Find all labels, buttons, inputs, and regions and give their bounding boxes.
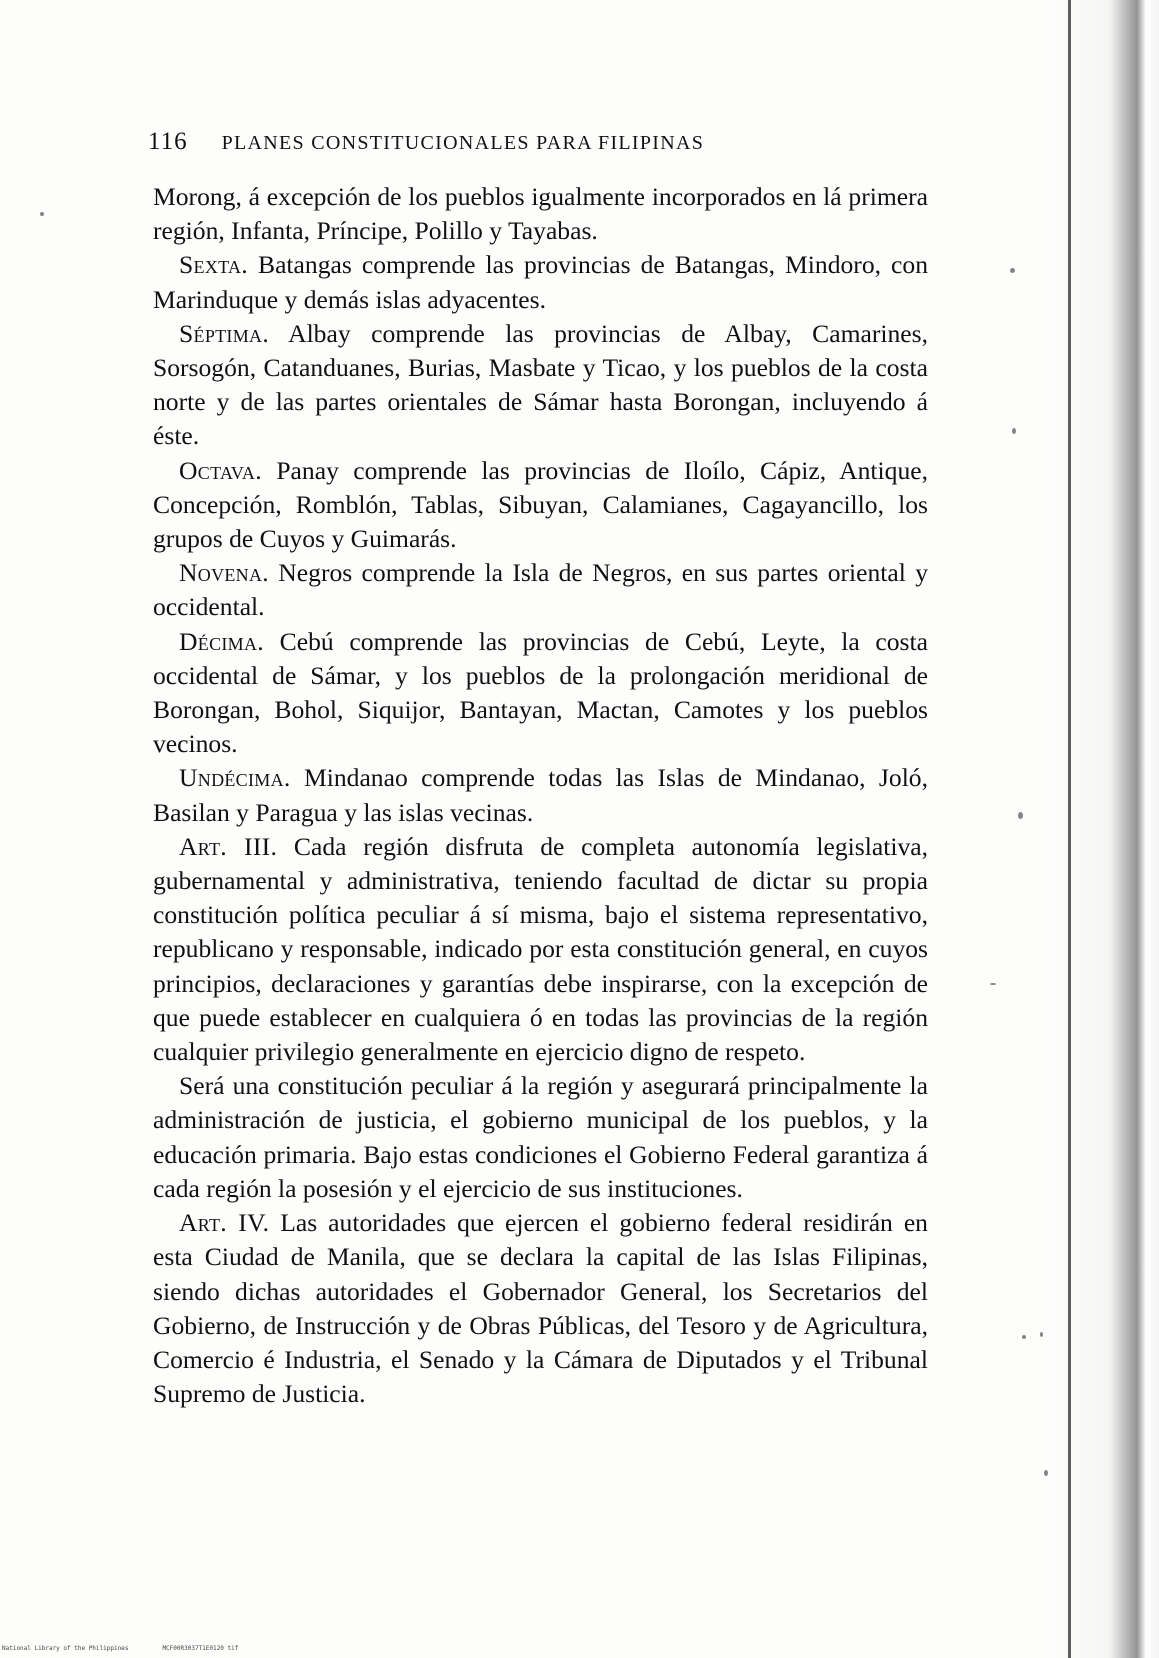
paragraph-text: Batangas comprende las provincias de Batangas, Mindoro, con Marinduque y demás islas adyacentes. [153,250,928,314]
running-title: PLANES CONSTITUCIONALES PARA FILIPINAS [221,132,705,154]
paragraph-lead: Sexta. [179,250,248,280]
paragraph-lead: Art. IV. [179,1208,270,1238]
paragraph-text: Albay comprende las provincias de Albay, Camarines, Sorsogón, Catanduanes, Burias, Masbate y Ticao, y los pueblos de la costa norte y de las partes orientales de Sámar hasta Borongan, incluyendo á éste. [153,318,928,451]
paragraph-continuation [153,180,928,248]
paragraph-lead: Undécima. [179,763,291,793]
scan-speck [1022,1335,1026,1339]
paragraph-lead: Décima. [179,626,264,656]
page-binding-edge [1068,0,1071,1658]
paragraph-art-iv [153,1206,928,1411]
paragraph-lead: Art. III. [179,831,278,861]
paragraph-novena [153,556,928,624]
body-text [153,180,928,1411]
paragraph-art-iii-continued [153,1069,928,1206]
paragraph-text: Cada región disfruta de completa autonomía legislativa, gubernamental y administrativa, teniendo facultad de dictar su propia constitución política peculiar á sí misma, bajo el sistema representativo, republicano y responsable, indicado por esta constitución general, en cuyos principios, declaraciones y garantías debe inspirarse, con la excepción de que puede establecer en cualquiera ó en todas las provincias de la región cualquier privilegio generalmente en ejercicio digno de respeto. [153,831,928,1067]
paragraph-text: Será una constitución peculiar á la región y asegurará principalmente la administración de justicia, el gobierno municipal de los pueblos, y la educación primaria. Bajo estas condiciones el Gobierno Federal garantiza á cada región la posesión y el ejercicio de sus instituciones. [153,1071,928,1203]
paragraph-septima [153,317,928,454]
paragraph-text: Mindanao comprende todas las Islas de Mindanao, Joló, Basilan y Paragua y las islas vecinas. [153,763,928,827]
paragraph-text: Negros comprende la Isla de Negros, en sus partes oriental y occidental. [153,558,928,622]
paragraph-lead: Séptima. [179,318,270,348]
paragraph-lead: Octava. [179,455,262,485]
page-header [148,128,828,168]
scan-speck [40,212,44,216]
paragraph-decima [153,625,928,762]
footer-file-id: MCF00R3037T1E0120 tif [162,1645,239,1652]
scan-speck [1012,428,1016,434]
paragraph-text: Morong, á excepción de los pueblos igualmente incorporados en lá primera región, Infanta, Príncipe, Polillo y Tayabas. [153,182,928,246]
paragraph-lead: Novena. [179,558,269,588]
scan-speck [1044,1470,1048,1476]
paragraph-text: Las autoridades que ejercen el gobierno federal residirán en esta Ciudad de Manila, que se declara la capital de las Islas Filipinas, siendo dichas autoridades el Gobernador General, los Secretarios del Gobierno, de Instrucción y de Obras Públicas, del Tesoro y de Agricultura, Comercio é Industria, el Senado y la Cámara de Diputados y el Tribunal Supremo de Justicia. [153,1208,928,1409]
scan-footer [2,1645,238,1652]
footer-library: National Library of the Philippines [2,1645,129,1652]
paragraph-text: Cebú comprende las provincias de Cebú, Leyte, la costa occidental de Sámar, y los pueblos de la prolongación meridional de Borongan, Bohol, Siquijor, Bantayan, Mactan, Camotes y los pueblos vecinos. [153,626,928,759]
scan-speck [1018,812,1023,819]
scan-speck [990,983,996,985]
paragraph-art-iii [153,830,928,1069]
scan-speck [1040,1332,1043,1337]
page-number: 116 [148,128,188,155]
paragraph-sexta [153,248,928,316]
paragraph-text: Panay comprende las provincias de Iloílo, Cápiz, Antique, Concepción, Romblón, Tablas, Sibuyan, Calamianes, Cagayancillo, los grupos de Cuyos y Guimarás. [153,455,928,554]
paragraph-undecima [153,761,928,829]
page-binding-shadow [1049,0,1159,1658]
scan-speck [1010,268,1015,273]
paragraph-octava [153,454,928,557]
